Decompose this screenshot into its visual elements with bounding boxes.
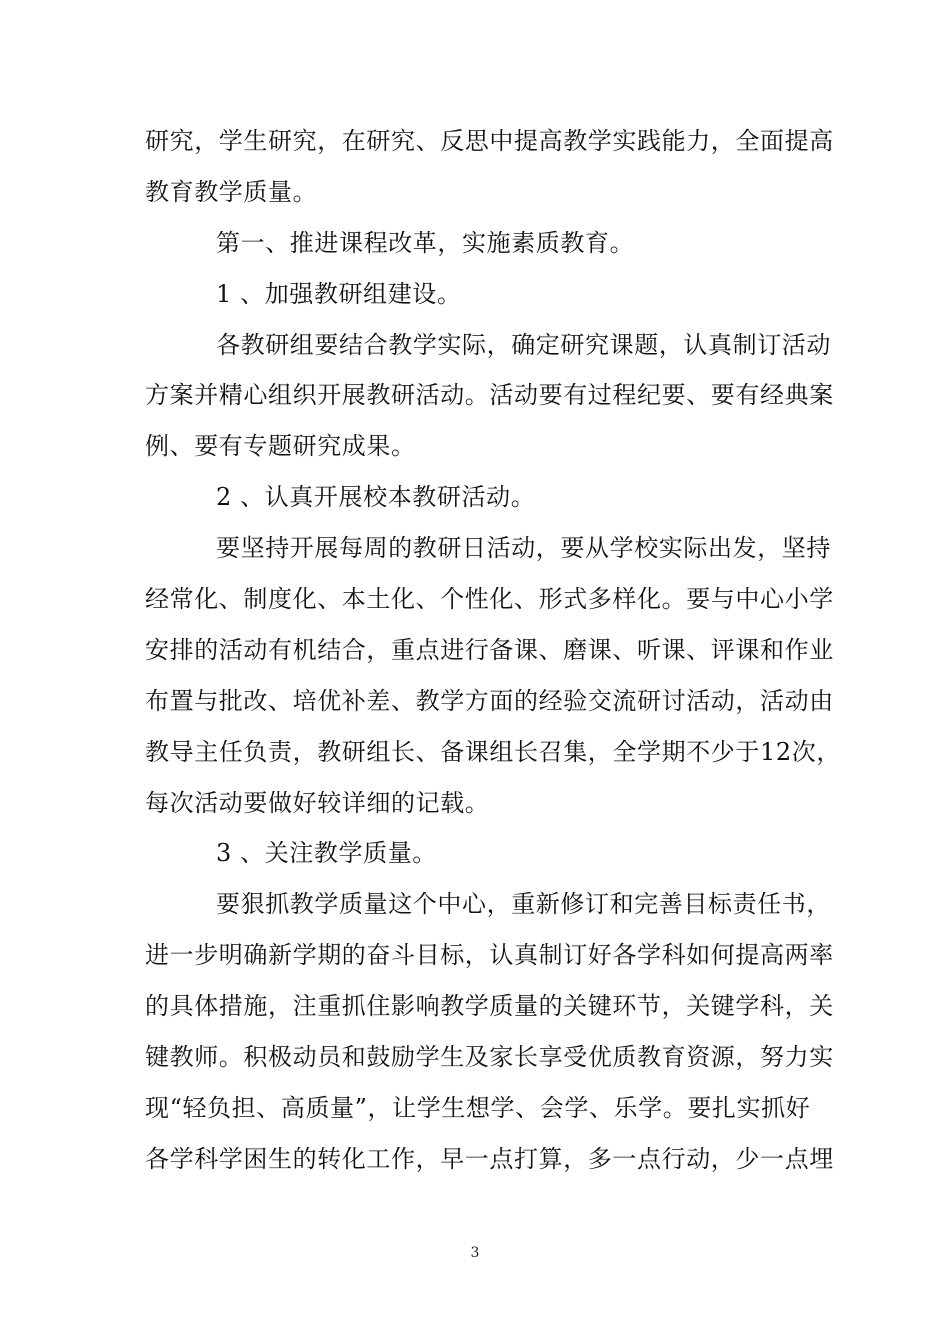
page-number: 3: [470, 1245, 480, 1261]
paragraph-start: 要坚持开展每周的教研日活动，要从学校实际出发，坚持: [216, 534, 831, 562]
subsection-heading: 2 、认真开展校本教研活动。: [216, 483, 536, 511]
paragraph-start: 要狠抓教学质量这个中心，重新修订和完善目标责任书，: [216, 890, 831, 918]
subsection-heading: 1 、加强教研组建设。: [216, 280, 462, 308]
text-line: 经常化、制度化、本土化、个性化、形式多样化。要与中心小学: [145, 585, 834, 613]
text-line: 方案并精心组织开展教研活动。活动要有过程纪要、要有经典案: [145, 381, 834, 409]
text-line: 进一步明确新学期的奋斗目标，认真制订好各学科如何提高两率: [145, 941, 834, 969]
text-line: 教育教学质量。: [145, 178, 318, 206]
text-line: 安排的活动有机结合，重点进行备课、磨课、听课、评课和作业: [145, 636, 834, 664]
text-line: 布置与批改、培优补差、教学方面的经验交流研讨活动，活动由: [145, 687, 834, 715]
text-line: 的具体措施，注重抓住影响教学质量的关键环节，关键学科，关: [145, 992, 834, 1020]
subsection-heading: 3 、关注教学质量。: [216, 839, 437, 867]
text-line: 每次活动要做好较详细的记载。: [145, 789, 490, 817]
text-line: 教导主任负责，教研组长、备课组长召集，全学期不少于12次，: [145, 738, 841, 766]
text-line: 例、要有专题研究成果。: [145, 432, 416, 460]
text-line: 现“轻负担、高质量”，让学生想学、会学、乐学。要扎实抓好: [145, 1094, 811, 1122]
text-line: 各学科学困生的转化工作，早一点打算，多一点行动，少一点埋: [145, 1145, 834, 1173]
section-heading: 第一、推进课程改革，实施素质教育。: [216, 229, 635, 257]
text-line: 研究，学生研究，在研究、反思中提高教学实践能力，全面提高: [145, 127, 834, 155]
text-line: 键教师。积极动员和鼓励学生及家长享受优质教育资源，努力实: [145, 1043, 834, 1071]
paragraph-start: 各教研组要结合教学实际，确定研究课题，认真制订活动: [216, 331, 831, 359]
